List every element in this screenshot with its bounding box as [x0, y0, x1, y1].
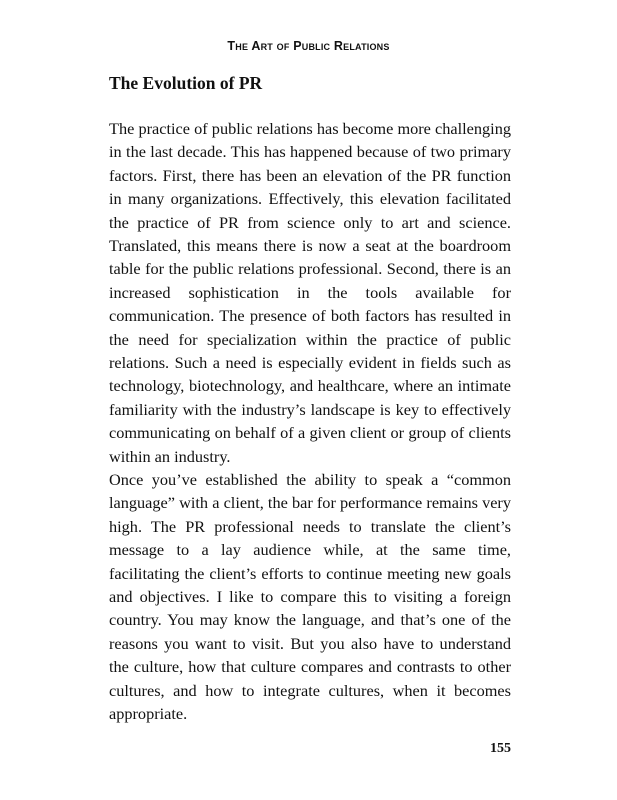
body-paragraph-1: The practice of public relations has become more challenging in the last decade. This has happened because of two primary factors. First, there has been an elevation of the PR function in many organizations. Effectively, this elevation facilitated the practice of PR from science only to art and science. Translated, this means there is now a seat at the boardroom table for the public relations professional. Second, there is an increased sophistication in the tools available for communication. The presence of both factors has resulted in the need for specialization within the practice of public relations. Such a need is especially evident in fields such as technology, biotechnology, and healthcare, where an intimate familiarity with the industry’s landscape is key to effectively communicating on behalf of a given client or group of clients within an industry.: [109, 119, 511, 466]
page-number: 155: [490, 741, 511, 756]
chapter-title: The Evolution of PR: [109, 73, 263, 93]
body-paragraph-2: Once you’ve established the ability to speak a “common language” with a client, the bar for performance remains very high. The PR professional needs to translate the client’s message to a lay audience while, at the same time, facilitating the client’s efforts to continue meeting new goals and objectives. I like to compare this to visiting a foreign country. You may know the language, and that’s one of the reasons you want to visit. But you also have to understand the culture, how that culture compares and contrasts to other cultures, and how to integrate cultures, when it becomes appropriate.: [109, 470, 511, 724]
running-head: The Art of Public Relations: [227, 39, 390, 53]
